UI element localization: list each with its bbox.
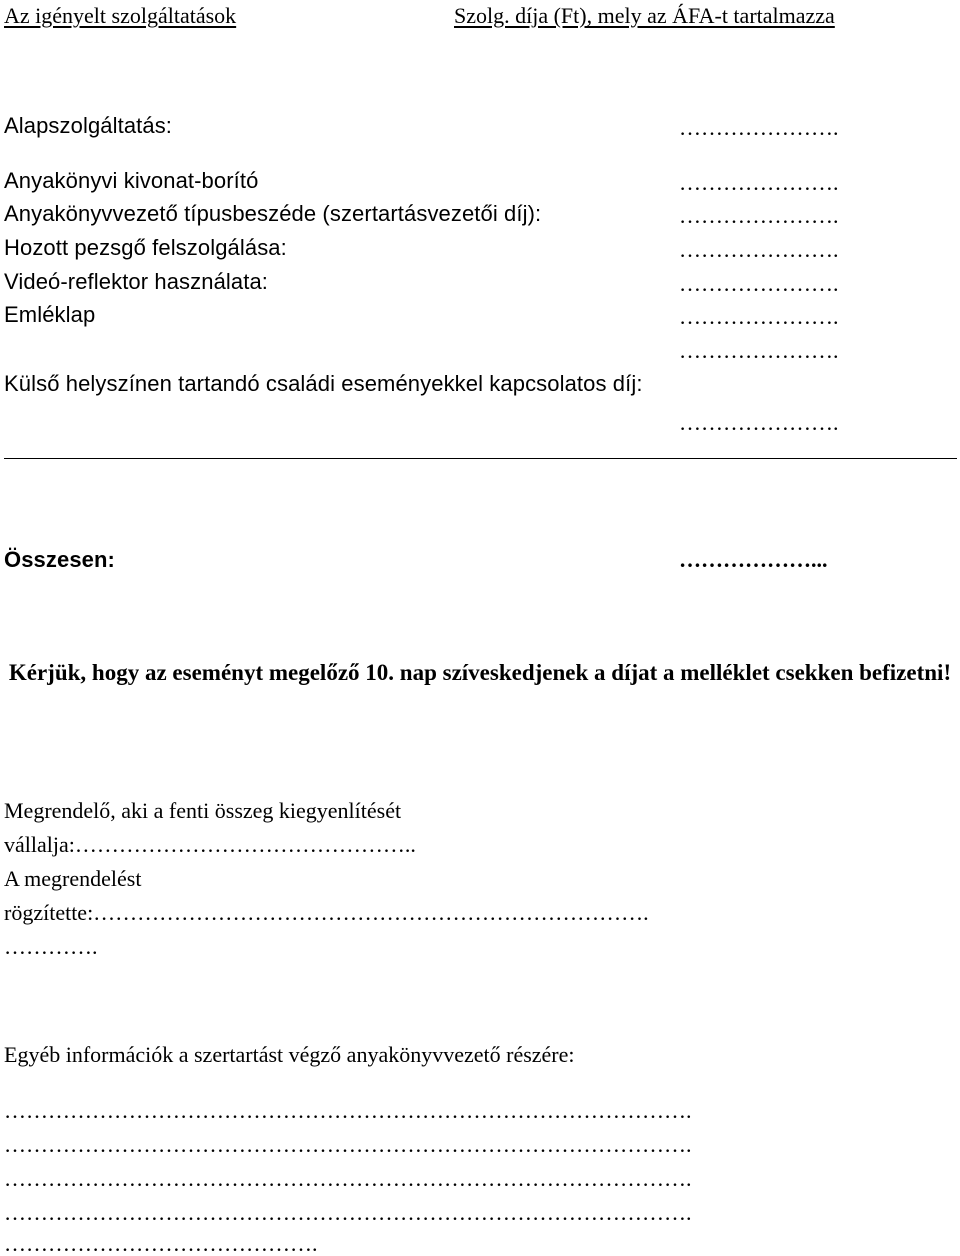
total-fee-field[interactable]: ………………... <box>679 547 828 572</box>
fee-field-champagne[interactable]: …………………. <box>679 237 839 262</box>
info-line-5[interactable]: ……………………………………. <box>4 1231 318 1256</box>
service-basic-label: Alapszolgáltatás: <box>4 113 173 138</box>
service-keepsake-label: Emléklap <box>4 302 96 327</box>
fee-column-header: Szolg. díja (Ft), mely az ÁFA-t tartalmazza <box>454 3 835 28</box>
service-video-label: Videó-reflektor használata: <box>4 269 269 294</box>
payer-signature-field[interactable]: vállalja:……………………………………….. <box>4 832 416 857</box>
service-champagne-label: Hozott pezsgő felszolgálása: <box>4 235 287 260</box>
total-divider-line <box>4 458 957 459</box>
fee-field-external[interactable]: …………………. <box>679 410 839 435</box>
info-line-1[interactable]: …………………………………………………………………………………. <box>4 1098 692 1123</box>
payment-notice: Kérjük, hogy az eseményt megelőző 10. nap szíveskedjenek a díjat a melléklet csekken befizetni! <box>8 660 952 685</box>
fee-field-cover[interactable]: …………………. <box>679 170 839 195</box>
other-info-label: Egyéb információk a szertartást végző anyakönyvvezető részére: <box>4 1042 575 1067</box>
info-line-2[interactable]: …………………………………………………………………………………. <box>4 1132 692 1157</box>
services-column-header: Az igényelt szolgáltatások <box>4 3 237 28</box>
payer-label: Megrendelő, aki a fenti összeg kiegyenlítését <box>4 798 402 823</box>
fee-field-keepsake[interactable]: …………………. <box>679 304 839 329</box>
info-line-4[interactable]: …………………………………………………………………………………. <box>4 1200 692 1225</box>
fee-field-video[interactable]: …………………. <box>679 271 839 296</box>
fee-field-speech[interactable]: …………………. <box>679 203 839 228</box>
fee-field-basic[interactable]: …………………. <box>679 115 839 140</box>
recorder-signature-field[interactable]: rögzítette:…………………………………………………………………. <box>4 900 649 925</box>
total-label: Összesen: <box>4 547 115 572</box>
service-speech-label: Anyakönyvvezető típusbeszéde (szertartásvezetői díj): <box>4 201 542 226</box>
recorder-label: A megrendelést <box>4 866 142 891</box>
recorder-signature-field-continued[interactable]: …………. <box>4 934 98 959</box>
info-line-3[interactable]: …………………………………………………………………………………. <box>4 1166 692 1191</box>
fee-field-extra[interactable]: …………………. <box>679 338 839 363</box>
service-external-label: Külső helyszínen tartandó családi eseményekkel kapcsolatos díj: <box>4 371 643 396</box>
service-cover-label: Anyakönyvi kivonat-borító <box>4 168 259 193</box>
